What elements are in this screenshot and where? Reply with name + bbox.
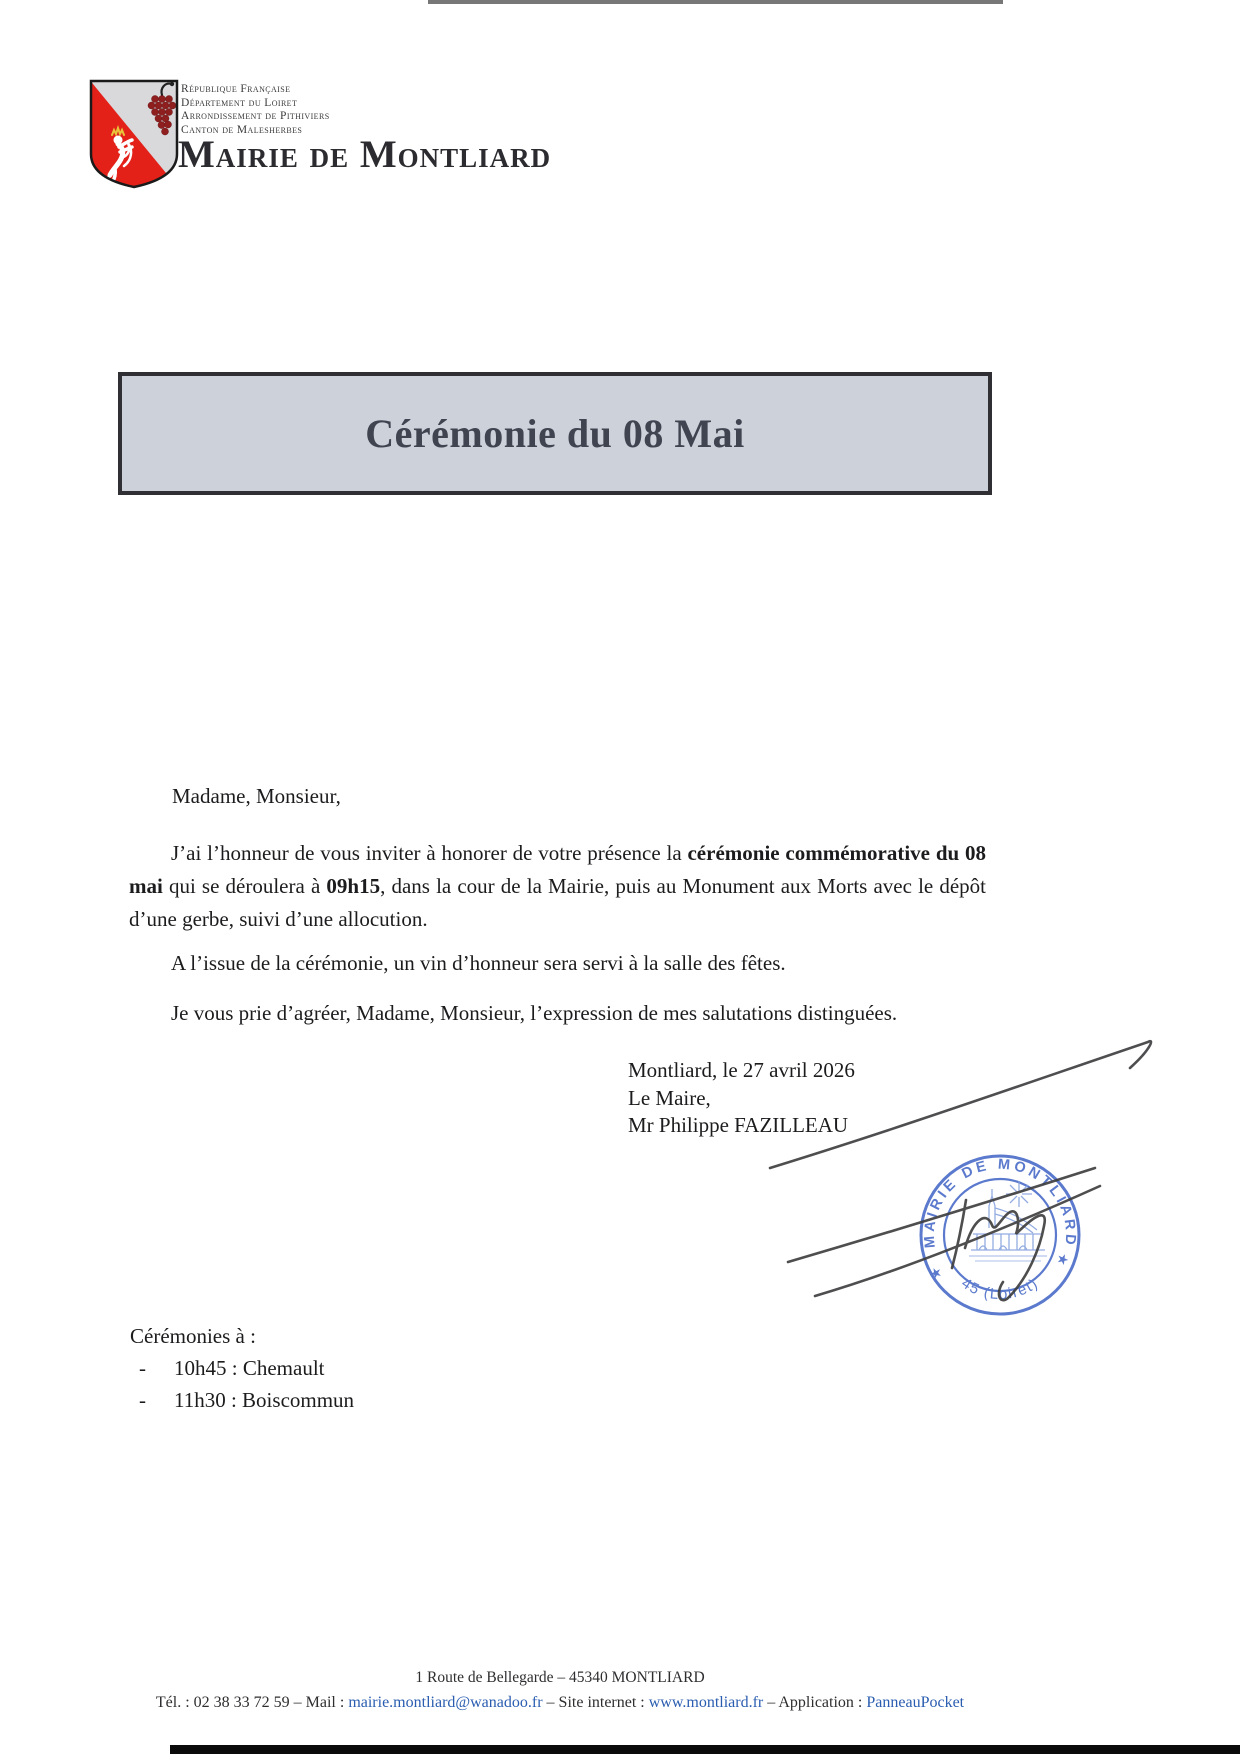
list-item (130, 1384, 354, 1416)
paragraph-closing: Je vous prie d’agréer, Madame, Monsieur, l’expression de mes salutations distinguées. (171, 1001, 898, 1025)
stamp-arc-top-text: MAIRIE DE MONTLIARD (921, 1156, 1079, 1249)
admin-line: Département du Loiret (181, 96, 298, 109)
footer-site-label: – Site internet : (542, 1694, 649, 1711)
administrative-lines (181, 83, 330, 137)
bold-ceremony-text: cérémonie commémorative du 08 mai (129, 841, 986, 898)
footer-address: 1 Route de Bellegarde – 45340 MONTLIARD (415, 1669, 705, 1686)
paragraph-text: , dans la cour de la Mairie, puis au Monument aux Morts avec le dépôt d’une gerbe, suivi d’une allocution. (129, 874, 986, 931)
title-banner-text: Cérémonie du 08 Mai (365, 411, 745, 456)
ceremonies-heading: Cérémonies à : (130, 1324, 256, 1348)
signature-scribble (740, 1020, 1170, 1320)
signer-name: Mr Philippe FAZILLEAU (628, 1113, 849, 1137)
admin-line: Arrondissement de Pithiviers (181, 110, 330, 122)
list-bullet: - (139, 1356, 146, 1380)
signer-role: Le Maire, (628, 1085, 711, 1110)
footer-tel-label: Tél. : 02 38 33 72 59 – Mail : (155, 1694, 349, 1711)
footer-site-link[interactable]: www.montliard.fr (648, 1694, 764, 1711)
admin-line: République Française (181, 83, 291, 95)
bold-time-text: 09h15 (326, 874, 381, 898)
footer-mail-link[interactable]: mairie.montliard@wanadoo.fr (348, 1694, 543, 1711)
stamp-arc-bottom-text: 45 (Loiret) (958, 1274, 1042, 1304)
list-item-text: 10h45 : Chemault (174, 1356, 325, 1380)
ceremonies-list (130, 1320, 354, 1416)
footer-app-label: – Application : (763, 1694, 867, 1711)
stamp-star-left-icon: ★ (927, 1264, 946, 1284)
paragraph-vin-honneur: A l’issue de la cérémonie, un vin d’honneur sera servi à la salle des fêtes. (171, 951, 786, 975)
footer (130, 1669, 990, 1712)
coat-of-arms-icon (88, 78, 180, 190)
admin-line: Canton de Malesherbes (181, 123, 303, 136)
footer-contacts (130, 1694, 990, 1712)
footer-app-link[interactable]: PanneauPocket (866, 1694, 965, 1711)
salutation: Madame, Monsieur, (172, 784, 341, 808)
list-bullet: - (139, 1388, 146, 1412)
list-item-text: 11h30 : Boiscommun (174, 1388, 355, 1412)
place-date: Montliard, le 27 avril 2026 (628, 1058, 855, 1082)
list-item (130, 1352, 354, 1384)
scan-artifact-bottom (170, 1745, 1240, 1754)
title-banner (118, 372, 992, 495)
stamp-star-right-icon: ★ (1053, 1250, 1072, 1270)
paragraph-invitation (129, 837, 986, 936)
paragraph-text: J’ai l’honneur de vous inviter à honorer de votre présence la (171, 841, 688, 865)
organization-name: Mairie de Montliard (178, 133, 552, 176)
paragraph-text: qui se déroulera à (162, 874, 327, 898)
scan-artifact-top (428, 0, 1003, 4)
